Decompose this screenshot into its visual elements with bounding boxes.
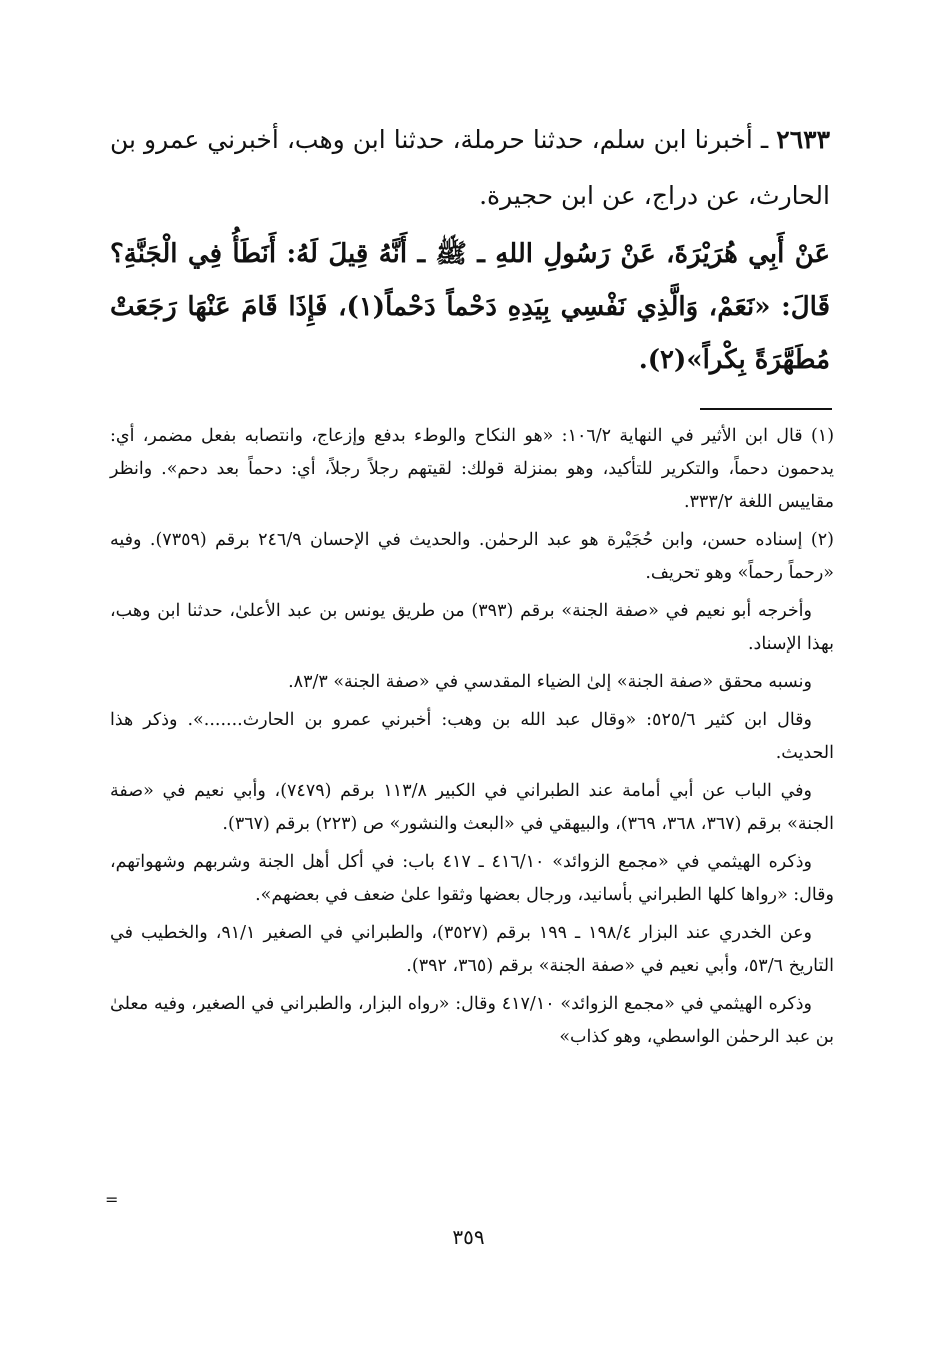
footnote-paragraph: وعن الخدري عند البزار ١٩٨/٤ ـ ١٩٩ برقم (٣٥٢٧)، والطبراني في الصغير ٩١/١، والخطيب في التاريخ ٥٣/٦، وأبي نعيم في «صفة الجنة» برقم (٣٦٥، ٣٩٢).	[110, 923, 834, 976]
page-number: ٣٥٩	[452, 1225, 485, 1249]
footnote-paragraph: وقال ابن كثير ٥٢٥/٦: «وقال عبد الله بن وهب: أخبرني عمرو بن الحارث.......». وذكر هذا الحديث.	[110, 710, 834, 763]
footnote-paragraph: وذكره الهيثمي في «مجمع الزوائد» ٤١٦/١٠ ـ ٤١٧ باب: في أكل أهل الجنة وشربهم وشهواتهم، وقال: «رواها كلها الطبراني بأسانيد، ورجال بعضها وثقوا علىٰ ضعف في بعضهم».	[110, 852, 834, 905]
isnad	[110, 112, 830, 224]
footnotes	[110, 420, 834, 1059]
continuation-mark: =	[105, 1190, 119, 1209]
footnote-1: (١) قال ابن الأثير في النهاية ١٠٦/٢: «هو النكاح والوطء بدفع وإزعاج، وانتصابه بفعل مضمر، أي: يدحمون دحماً، والتكرير للتأكيد، وهو بمنزلة قولك: لقيتهم رجلاً رجلاً، أي: دحماً بعد دحم». وانظر مقاييس اللغة ٣٣٣/٢.	[110, 426, 835, 512]
isnad-text: ـ أخبرنا ابن سلم، حدثنا حرملة، حدثنا ابن وهب، أخبرني عمرو بن الحارث، عن دراج، عن ابن حجيرة.	[110, 125, 830, 210]
footnote-paragraph: وفي الباب عن أبي أمامة عند الطبراني في الكبير ١١٣/٨ برقم (٧٤٧٩)، وأبي نعيم في «صفة الجنة» برقم (٣٦٧، ٣٦٨، ٣٦٩)، والبيهقي في «البعث والنشور» ص (٢٢٣) برقم (٣٦٧).	[110, 781, 834, 834]
hadith-entry	[110, 112, 830, 387]
entry-number: ٢٦٣٣	[776, 125, 830, 154]
footnote-paragraph: وذكره الهيثمي في «مجمع الزوائد» ٤١٧/١٠ وقال: «رواه البزار، والطبراني في الصغير، وفيه معلىٰ بن عبد الرحمٰن الواسطي، وهو كذاب»	[110, 994, 834, 1047]
footnote-paragraph: وأخرجه أبو نعيم في «صفة الجنة» برقم (٣٩٣) من طريق يونس بن عبد الأعلىٰ، حدثنا ابن وهب، بهذا الإسناد.	[110, 601, 834, 654]
footnote-paragraph: ونسبه محقق «صفة الجنة» إلىٰ الضياء المقدسي في «صفة الجنة» ٨٣/٣.	[288, 672, 812, 692]
footnote-2: (٢) إسناده حسن، وابن حُجَيْرة هو عبد الرحمٰن. والحديث في الإحسان ٢٤٦/٩ برقم (٧٣٥٩). وفيه «رحماً رحماً» وهو تحريف.	[110, 530, 834, 583]
hadith-text: عَنْ أَبِي هُرَيْرَةَ، عَنْ رَسُولِ اللهِ ـ ﷺ ـ أَنَّهُ قِيلَ لَهُ: أَنَطَأُ فِي الْجَنَّةِ؟ قَالَ: «نَعَمْ، وَالَّذِي نَفْسِي بِيَدِهِ دَحْماً دَحْماً(١)، فَإِذَا قَامَ عَنْهَا رَجَعَتْ مُطَهَّرَةً بِكْراً»(٢).	[110, 239, 831, 375]
footnote-separator	[700, 408, 832, 410]
